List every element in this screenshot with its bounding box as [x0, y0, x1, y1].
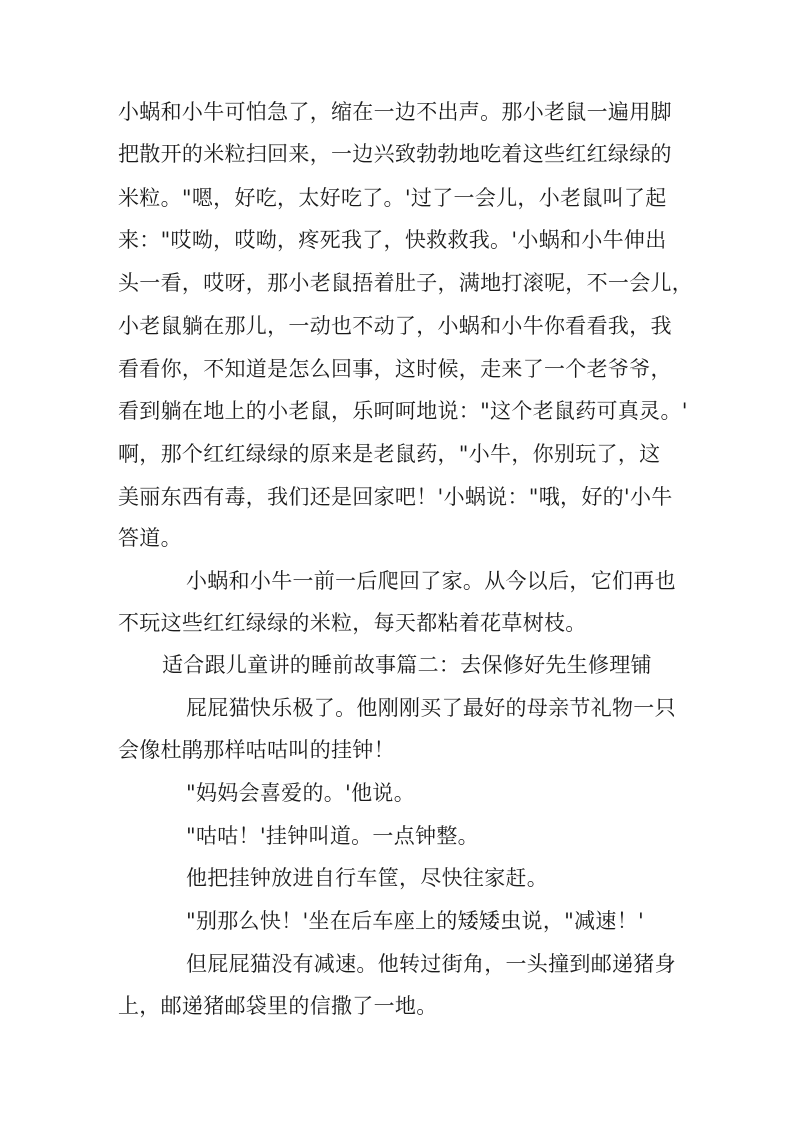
paragraph-indented-line: 他把挂钟放进自行车筐，尽快往家赶。	[186, 866, 549, 890]
text-line-1: 小蜗和小牛可怕急了，缩在一边不出声。那小老鼠一遍用脚	[118, 100, 672, 124]
paragraph-indented-line: 小蜗和小牛一前一后爬回了家。从今以后，它们再也	[186, 569, 676, 593]
text-line-2: 把散开的米粒扫回来，一边兴致勃勃地吃着这些红红绿绿的	[118, 142, 672, 166]
paragraph-indented-line: 但屁屁猫没有减速。他转过街角，一头撞到邮递猪身	[186, 952, 676, 976]
paragraph-indented-line: "别那么快！'坐在后车座上的矮矮虫说，"减速！'	[186, 909, 645, 933]
text-line-6: 小老鼠躺在那儿，一动也不动了，小蜗和小牛你看看我，我	[118, 314, 672, 338]
paragraph-indented-line: "妈妈会喜爱的。'他说。	[186, 781, 416, 805]
text-line-10: 美丽东西有毒，我们还是回家吧！'小蜗说："哦，好的'小牛	[118, 485, 673, 509]
text-line-8: 看到躺在地上的小老鼠，乐呵呵地说："这个老鼠药可真灵。'	[118, 399, 688, 423]
paragraph-indented-line: "咕咕！'挂钟叫道。一点钟整。	[186, 824, 479, 848]
text-line-22: 上，邮递猪邮袋里的信撒了一地。	[118, 994, 438, 1018]
text-line-13: 不玩这些红红绿绿的米粒，每天都粘着花草树枝。	[118, 611, 587, 635]
section-heading: 适合跟儿童讲的睡前故事篇二：去保修好先生修理铺	[162, 653, 652, 677]
paragraph-indented-line: 屁屁猫快乐极了。他刚刚买了最好的母亲节礼物一只	[186, 696, 676, 720]
text-line-11: 答道。	[118, 526, 182, 550]
text-line-3: 米粒。"嗯，好吃，太好吃了。'过了一会儿，小老鼠叫了起	[118, 186, 667, 210]
text-line-7: 看看你，不知道是怎么回事，这时候，走来了一个老爷爷，	[118, 357, 672, 381]
text-line-4: 来："哎呦，哎呦，疼死我了，快救救我。'小蜗和小牛伸出	[118, 228, 667, 252]
text-line-16: 会像杜鹃那样咕咕叫的挂钟！	[118, 738, 395, 762]
text-line-9: 啊，那个红红绿绿的原来是老鼠药，"小牛，你别玩了，这	[118, 442, 661, 466]
text-line-5: 头一看，哎呀，那小老鼠捂着肚子，满地打滚呢，不一会儿，	[118, 271, 694, 295]
